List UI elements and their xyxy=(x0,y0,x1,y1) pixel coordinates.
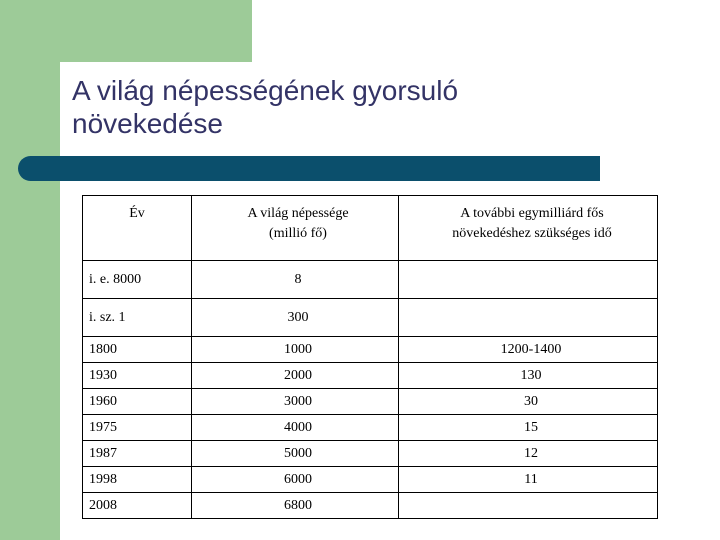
table-row xyxy=(83,363,658,389)
cell-population: 6800 xyxy=(192,493,399,519)
header-time-line-1: A további egymilliárd fős xyxy=(460,206,604,221)
header-population-line-1: A világ népessége xyxy=(247,206,349,221)
title-divider-bar xyxy=(18,156,600,181)
cell-year: i. sz. 1 xyxy=(83,299,192,337)
cell-time: 130 xyxy=(399,363,658,389)
cell-population: 3000 xyxy=(192,389,399,415)
cell-population: 6000 xyxy=(192,467,399,493)
header-time-line-2: növekedéshez szükséges idő xyxy=(452,226,612,241)
cell-time: 1200-1400 xyxy=(399,337,658,363)
cell-year: 1960 xyxy=(83,389,192,415)
header-population xyxy=(192,196,399,261)
cell-year: 1998 xyxy=(83,467,192,493)
cell-time: 15 xyxy=(399,415,658,441)
slide-title-line-1: A világ népességének gyorsuló xyxy=(72,75,459,106)
cell-time: 11 xyxy=(399,467,658,493)
cell-time xyxy=(399,493,658,519)
population-table xyxy=(82,195,658,519)
cell-year: 1800 xyxy=(83,337,192,363)
header-year: Év xyxy=(83,196,192,261)
cell-population: 4000 xyxy=(192,415,399,441)
cell-population: 1000 xyxy=(192,337,399,363)
cell-population: 300 xyxy=(192,299,399,337)
cell-time xyxy=(399,261,658,299)
slide-title xyxy=(72,74,632,140)
table-header-row xyxy=(83,196,658,261)
cell-population: 2000 xyxy=(192,363,399,389)
header-population-line-2: (millió fő) xyxy=(269,226,327,241)
table-row xyxy=(83,261,658,299)
table-row xyxy=(83,467,658,493)
table-row xyxy=(83,441,658,467)
cell-population: 8 xyxy=(192,261,399,299)
table-row xyxy=(83,299,658,337)
cell-time: 12 xyxy=(399,441,658,467)
cell-year: 1930 xyxy=(83,363,192,389)
cell-population: 5000 xyxy=(192,441,399,467)
cell-year: 1975 xyxy=(83,415,192,441)
table-row xyxy=(83,389,658,415)
slide-title-line-2: növekedése xyxy=(72,108,224,139)
header-time-needed xyxy=(399,196,658,261)
cell-year: i. e. 8000 xyxy=(83,261,192,299)
table-row xyxy=(83,337,658,363)
table-row xyxy=(83,493,658,519)
accent-strip-left xyxy=(0,0,60,540)
cell-time: 30 xyxy=(399,389,658,415)
cell-year: 2008 xyxy=(83,493,192,519)
cell-time xyxy=(399,299,658,337)
table-row xyxy=(83,415,658,441)
cell-year: 1987 xyxy=(83,441,192,467)
